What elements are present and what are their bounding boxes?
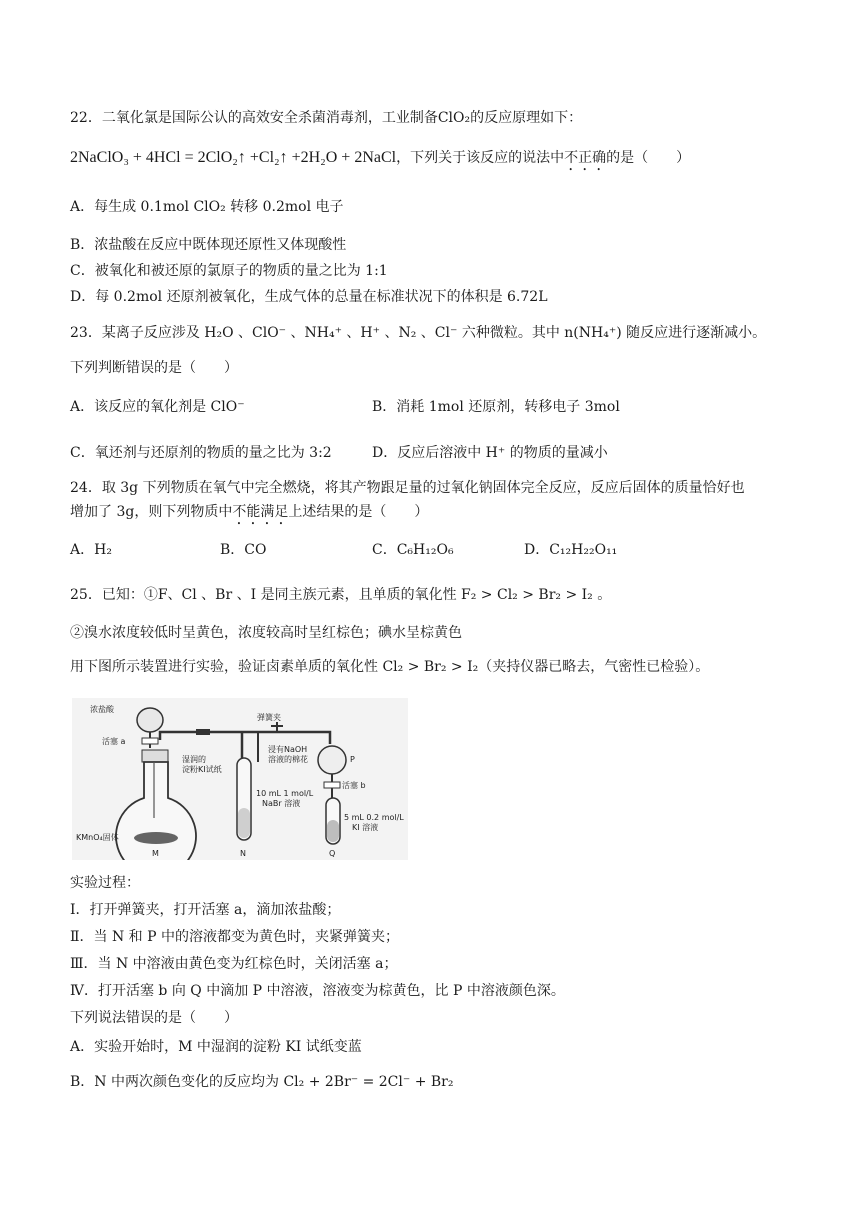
stopcock-a-shape bbox=[142, 738, 158, 744]
flask-m bbox=[116, 762, 196, 860]
funnel-m bbox=[137, 708, 163, 732]
q25-stem-line2: ②溴水浓度较低时呈黄色，浓度较高时呈红棕色；碘水呈棕黄色 bbox=[70, 625, 462, 641]
label-nabr-1: 10 mL 1 mol/L bbox=[256, 789, 314, 798]
q22-option-b: B．浓盐酸在反应中既体现还原性又体现酸性 bbox=[70, 237, 347, 253]
q25-step-4: Ⅳ．打开活塞 b 向 Q 中滴加 P 中溶液，溶液变为棕黄色，比 P 中溶液颜色深。 bbox=[70, 983, 565, 999]
label-wet-ki-2: 淀粉KI试纸 bbox=[182, 765, 222, 774]
q24-stem-post: 上述结果的是（ ） bbox=[288, 504, 429, 520]
q25-step-3: Ⅲ．当 N 中溶液由黄色变为红棕色时，关闭活塞 a； bbox=[70, 956, 398, 972]
q22-option-d: D．每 0.2mol 还原剂被氧化，生成气体的总量在标准状况下的体积是 6.72L bbox=[70, 289, 548, 305]
q22-stem-line1: 22．二氧化氯是国际公认的高效安全杀菌消毒剂，工业制备ClO₂的反应原理如下： bbox=[70, 110, 583, 126]
q25-option-a: A．实验开始时，M 中湿润的淀粉 KI 试纸变蓝 bbox=[70, 1039, 362, 1055]
stopcock-b-shape bbox=[324, 782, 340, 788]
label-q: Q bbox=[329, 849, 336, 858]
q23-option-b: B．消耗 1mol 还原剂，转移电子 3mol bbox=[372, 399, 620, 415]
q24-emphasis: 不能满足 bbox=[232, 504, 289, 520]
apparatus-figure bbox=[72, 698, 408, 860]
q24-option-c: C．C₆H₁₂O₆ bbox=[372, 542, 454, 558]
q23-option-c: C．氧还剂与还原剂的物质的量之比为 3:2 bbox=[70, 445, 332, 461]
q23-stem-line1: 23．某离子反应涉及 H₂O 、ClO⁻ 、NH₄⁺ 、H⁺ 、N₂ 、Cl⁻ 六种微粒。其中 n(NH₄⁺) 随反应进行逐渐减小。 bbox=[70, 325, 767, 341]
label-wet-ki-1: 湿润的 bbox=[182, 755, 206, 764]
label-stopcock-a: 活塞 a bbox=[102, 737, 126, 746]
q25-stem-line3: 用下图所示装置进行实验，验证卤素单质的氧化性 Cl₂ > Br₂ > I₂（夹持仪器已略去，气密性已检验）。 bbox=[70, 659, 710, 675]
q24-stem-line1: 24．取 3g 下列物质在氧气中完全燃烧，将其产物跟足量的过氧化钠固体完全反应，反应后固体的质量恰好也 bbox=[70, 480, 745, 496]
q22-stem-line2 bbox=[70, 148, 690, 174]
q24-stem-pre: 增加了 3g，则下列物质中 bbox=[70, 504, 233, 520]
label-nabr-2: NaBr 溶液 bbox=[262, 799, 301, 808]
label-kmno4: KMnO₄固体 bbox=[76, 833, 119, 842]
funnel-p bbox=[318, 746, 346, 774]
q25-process-title: 实验过程： bbox=[70, 875, 140, 891]
gas-tube bbox=[160, 732, 330, 744]
q25-question: 下列说法错误的是（ ） bbox=[70, 1010, 238, 1026]
q22-equation: 2NaClO₃ + 4HCl = 2ClO₂↑ +Cl₂↑ +2H₂O + 2NaCl bbox=[70, 149, 397, 166]
ki-solution bbox=[327, 820, 339, 842]
label-clip: 弹簧夹 bbox=[257, 713, 281, 722]
q25-stem-line1: 25．已知：①F、Cl 、Br 、I 是同主族元素，且单质的氧化性 F₂ > Cl₂ > Br₂ > I₂ 。 bbox=[70, 587, 612, 603]
q24-stem-line2 bbox=[70, 502, 428, 528]
tube-joint bbox=[196, 729, 210, 735]
q25-step-1: Ⅰ．打开弹簧夹，打开活塞 a，滴加浓盐酸； bbox=[70, 902, 341, 918]
q23-stem-line2: 下列判断错误的是（ ） bbox=[70, 360, 238, 376]
q22-stem-post: 的是（ ） bbox=[606, 150, 691, 166]
q25-option-b: B．N 中两次颜色变化的反应均为 Cl₂ + 2Br⁻ = 2Cl⁻ + Br₂ bbox=[70, 1074, 454, 1090]
label-ki-1: 5 mL 0.2 mol/L bbox=[344, 813, 404, 822]
label-cotton-2: 溶液的棉花 bbox=[268, 755, 308, 764]
q22-option-c: C．被氧化和被还原的氯原子的物质的量之比为 1:1 bbox=[70, 263, 388, 279]
q22-stem-pre: ，下列关于该反应的说法中 bbox=[396, 150, 565, 166]
q24-option-b: B．CO bbox=[220, 542, 267, 558]
label-ki-2: KI 溶液 bbox=[352, 823, 379, 832]
q24-option-a: A．H₂ bbox=[70, 542, 112, 558]
kmno4-solid bbox=[134, 832, 178, 844]
label-p: P bbox=[350, 755, 355, 764]
label-stopcock-b: 活塞 b bbox=[342, 781, 366, 790]
stopper-m bbox=[142, 750, 168, 762]
q24-option-d: D．C₁₂H₂₂O₁₁ bbox=[524, 542, 618, 558]
label-cotton-1: 浸有NaOH bbox=[268, 745, 308, 754]
label-m: M bbox=[152, 849, 159, 858]
q22-option-a: A．每生成 0.1mol ClO₂ 转移 0.2mol 电子 bbox=[70, 199, 344, 215]
label-n: N bbox=[240, 849, 246, 858]
nabr-solution bbox=[238, 808, 250, 838]
q23-option-a: A．该反应的氧化剂是 ClO⁻ bbox=[70, 399, 245, 415]
label-conc-hcl: 浓盐酸 bbox=[90, 705, 114, 714]
q23-option-d: D．反应后溶液中 H⁺ 的物质的量减小 bbox=[372, 445, 608, 461]
q25-step-2: Ⅱ．当 N 和 P 中的溶液都变为黄色时，夹紧弹簧夹； bbox=[70, 929, 399, 945]
apparatus-diagram bbox=[72, 698, 408, 860]
q22-emphasis: 不正确 bbox=[564, 150, 607, 166]
